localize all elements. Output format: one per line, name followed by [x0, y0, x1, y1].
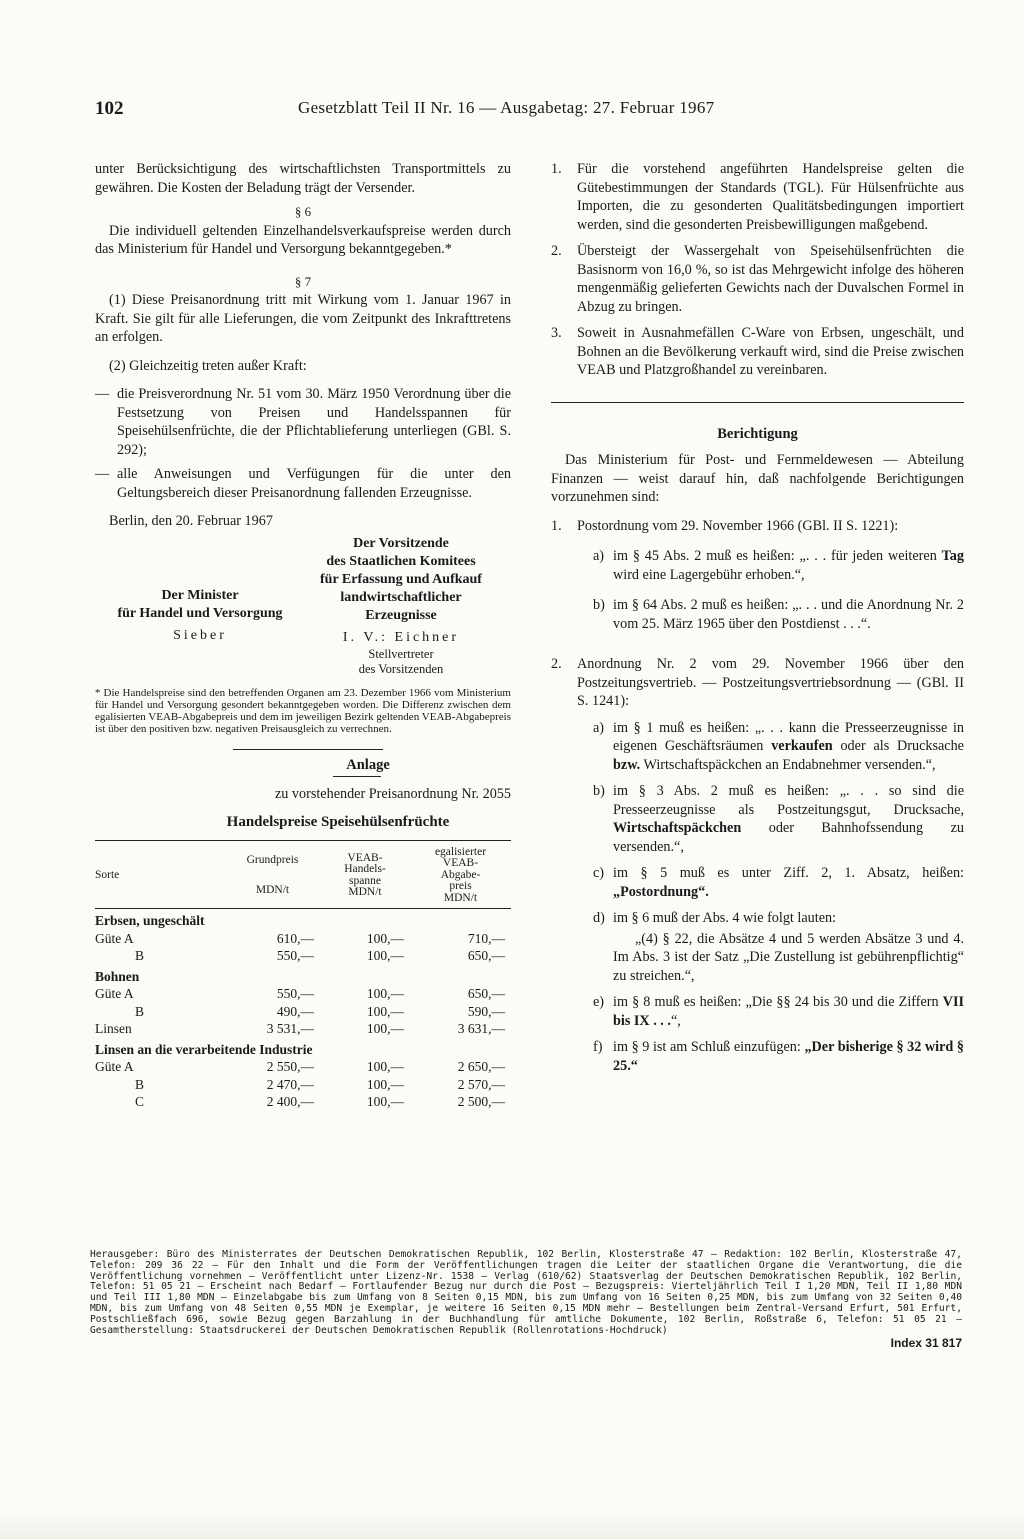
table-group-row — [95, 1038, 511, 1059]
col-handelsspanne — [320, 841, 410, 909]
correction-1b — [593, 596, 964, 633]
correction-1-text: Postordnung vom 29. November 1966 (GBl. II S. 1221): — [577, 517, 899, 534]
grundpreis-cell: 2 550,— — [266, 1059, 314, 1075]
spanne-cell: 100,— — [366, 1059, 404, 1075]
table-group-row — [95, 909, 511, 930]
correction-2f-text: im § 9 ist am Schluß einzufügen: — [613, 1039, 805, 1055]
table-row — [95, 1003, 511, 1021]
sorte-cell: B — [135, 948, 145, 964]
chairman-role-1: Stellvertreter — [368, 646, 434, 661]
correction-2a — [593, 719, 964, 775]
sorte-cell: Güte A — [95, 930, 134, 946]
correction-2e-bold: VII bis IX . . . — [613, 994, 964, 1029]
section-7-paragraph-1: (1) Diese Preisanordnung tritt mit Wirkung vom 1. Januar 1967 in Kraft. Sie gilt für alle Lieferungen, die vom Zeitpunkt des Inkrafttretens an erfolgen. — [95, 292, 511, 345]
chairman-title-2: des Staatlichen Komitees — [326, 553, 476, 569]
spanne-line-2: Handels- — [344, 863, 386, 876]
item-mark: a) — [593, 548, 605, 564]
correction-1b-text: im § 64 Abs. 2 muß es heißen: „. . . und die Anordnung Nr. 2 vom 25. März 1965 über den Postdienst . . .“. — [613, 597, 964, 632]
correction-2b-text: im § 3 Abs. 2 muß es heißen: „. . . so sind die Presseerzeugnisse als Postzeitungsgut, Drucksache, — [613, 783, 964, 818]
chairman-title-5: Erzeugnisse — [365, 607, 437, 623]
grundpreis-cell: 610,— — [276, 930, 314, 946]
grundpreis-label: Grundpreis — [246, 854, 299, 867]
correction-2a-bold-1: verkaufen — [771, 738, 833, 754]
spanne-cell: 100,— — [366, 930, 404, 946]
correction-2a-text-3: Wirtschaftspäckchen an Endabnehmer versenden.“, — [640, 756, 936, 773]
spanne-cell: 100,— — [366, 1094, 404, 1110]
item-mark: c) — [593, 865, 605, 881]
anlage-underline — [333, 776, 381, 777]
correction-2d-quote: „(4) § 22, die Absätze 4 und 5 werden Absätze 3 und 4. Im Abs. 3 ist der Satz „Die Zustellung ist gebührenpflichtig“ zu streichen.“, — [613, 930, 964, 984]
item-mark: b) — [593, 597, 605, 613]
correction-2d — [593, 909, 964, 985]
divider — [233, 749, 383, 750]
section-7-label: § 7 — [294, 273, 312, 289]
correction-1-number: 1. — [551, 517, 562, 534]
egalisiert-cell: 2 500,— — [457, 1094, 505, 1110]
signature-minister — [95, 587, 305, 645]
right-column — [551, 160, 964, 1075]
egalisiert-cell: 2 570,— — [457, 1076, 505, 1092]
col-grundpreis — [225, 841, 320, 909]
egal-line-3: Abgabe- — [440, 868, 481, 881]
header-title: Gesetzblatt Teil II Nr. 16 — Ausgabetag: 27. Februar 1967 — [298, 98, 715, 117]
grundpreis-cell: 2 400,— — [266, 1094, 314, 1110]
minister-title-2: für Handel und Versorgung — [117, 605, 283, 621]
egal-unit: MDN/t — [443, 891, 478, 904]
sorte-cell: Linsen — [95, 1021, 132, 1037]
section-divider — [551, 402, 964, 403]
correction-2c-text: im § 5 muß es unter Ziff. 2, 1. Absatz, heißen: — [613, 865, 964, 881]
note-text: Für die vorstehend angeführten Handelspreise gelten die Gütebestimmungen der Standards (TGL). Für Hülsenfrüchte aus Importen, die zu gesonderten Qualitätsbedingungen importiert werden, sind die gesonderten Preisbewilligungen maßgebend. — [577, 161, 964, 233]
correction-2b — [593, 782, 964, 856]
note-number: 1. — [551, 161, 562, 177]
note-number: 2. — [551, 243, 562, 259]
egalisiert-cell: 2 650,— — [457, 1059, 505, 1075]
note-text: Soweit in Ausnahmefällen C-Ware von Erbsen, ungeschält, und Bohnen an die Bevölkerung verkauft wird, sind die Preise zwischen VEAB und Platzgroßhandel zu vereinbaren. — [577, 325, 964, 378]
table-title: Handelspreise Speisehülsenfrüchte — [226, 814, 450, 831]
signature-block — [95, 535, 511, 677]
item-mark: a) — [593, 719, 605, 736]
egalisiert-cell: 650,— — [467, 948, 505, 964]
note-item — [551, 324, 964, 380]
correction-1a-text-end: wird eine Lagergebühr erhoben.“, — [613, 566, 805, 583]
note-item — [551, 160, 964, 234]
correction-2a-text-2: oder als Drucksache — [832, 738, 964, 754]
table-row — [95, 930, 511, 948]
egal-line-1: egalisierter — [434, 845, 487, 858]
minister-title-1: Der Minister — [161, 587, 239, 603]
grundpreis-cell: 3 531,— — [266, 1021, 314, 1037]
correction-2b-bold: Wirtschaftspäckchen — [613, 820, 742, 836]
correction-1a-bold: Tag — [941, 548, 964, 564]
price-table — [95, 841, 511, 1111]
item-mark: b) — [593, 783, 605, 799]
correction-2f — [593, 1038, 964, 1075]
notes-list — [551, 160, 964, 380]
minister-name: Sieber — [173, 627, 227, 643]
page-header — [95, 98, 975, 128]
imprint — [90, 1250, 962, 1349]
table-row — [95, 1058, 511, 1076]
correction-1 — [551, 517, 964, 536]
correction-2a-text: im § 1 muß es heißen: „. . . kann die Presseerzeugnisse in eigenen Geschäftsräumen — [613, 719, 964, 754]
table-row — [95, 1093, 511, 1111]
spanne-unit: MDN/t — [348, 886, 382, 899]
repeal-item-1-text: die Preisverordnung Nr. 51 vom 30. März 1950 Verordnung über die Festsetzung von Preisen und Handelsspannen für Speisehülsenfrüchte, die der Pflichtablieferung unterliegen (GBl. S. 292); — [117, 386, 511, 458]
correction-2e-text-2: “, — [670, 1012, 681, 1029]
correction-2c-bold: „Postordnung“. — [613, 883, 709, 900]
chairman-title-1: Der Vorsitzende — [353, 535, 449, 551]
note-number: 3. — [551, 325, 562, 341]
section-6-label: § 6 — [294, 204, 312, 219]
price-table-body — [95, 909, 511, 1111]
chairman-role-2: des Vorsitzenden — [358, 661, 444, 676]
chairman-title-3: für Erfassung und Aufkauf — [320, 571, 482, 587]
group-name: Linsen an die verarbeitende Industrie — [95, 1041, 313, 1057]
sorte-cell: B — [135, 1003, 145, 1019]
egal-line-2: VEAB- — [442, 857, 479, 870]
index-number: Index 31 817 — [890, 1336, 962, 1351]
chairman-title-4: landwirtschaftlicher — [340, 589, 462, 605]
berichtigung-title: Berichtigung — [717, 425, 798, 442]
grundpreis-cell: 550,— — [276, 948, 314, 964]
spanne-cell: 100,— — [366, 1076, 404, 1092]
sorte-cell: Güte A — [95, 986, 134, 1002]
item-mark: d) — [593, 910, 605, 926]
imprint-text: Herausgeber: Büro des Ministerrates der Deutschen Demokratischen Republik, 102 Berlin, Klosterstraße 47 — Redaktion: 102 Berlin, Klosterstraße 47, Telefon: 209 36 22 — Für den Inhalt und die Form der Veröffentlichungen tragen die Leiter der staatlichen Organe die Verantwortung, die die Veröffentlichung vornehmen — Veröffentlicht unter Lizenz-Nr. 1538 — Verlag (610/62) Staatsverlag der Deutschen Demokratischen Republik, 102 Berlin, Telefon: 51 05 21 — Erscheint nach Bedarf — Fortlaufender Bezug nur durch die Post — Bezugspreis: Vierteljährlich Teil I 1,20 MDN, Teil II 1,80 MDN und Teil III 1,80 MDN — Einzelabgabe bis zum Umfang von 8 Seiten 0,15 MDN, bis zum Umfang von 16 Seiten 0,25 MDN, bis zum Umfang von 32 Seiten 0,40 MDN, bis zum Umfang von 48 Seiten 0,55 MDN je Exemplar, je weitere 16 Seiten 0,15 MDN mehr — Bestellungen beim Zentral-Versand Erfurt, 501 Erfurt, Postschließfach 696, sowie Bezug gegen Barzahlung in der Buchhandlung für amtliche Dokumente, 102 Berlin, Roßstraße 6, Telefon: 51 05 21 — Gesamtherstellung: Staatsdruckerei der Deutschen Demokratischen Republik (Rollenrotations-Hochdruck) — [90, 1249, 962, 1336]
correction-2-number: 2. — [551, 656, 562, 672]
dash-mark: — — [95, 386, 110, 402]
group-name: Bohnen — [95, 968, 140, 984]
correction-2b-text-2: oder Bahnhofssendung zu versenden.“, — [613, 820, 964, 855]
signing-date: Berlin, den 20. Februar 1967 — [109, 513, 273, 529]
table-header-row — [95, 841, 511, 909]
signature-chairman — [290, 535, 512, 677]
page-bottom-edge — [0, 1510, 1024, 1539]
table-group-row — [95, 965, 511, 986]
egalisiert-cell: 710,— — [467, 930, 505, 946]
correction-1a — [593, 547, 964, 584]
anlage-title: Anlage — [346, 757, 390, 774]
footnote: * Die Handelspreise sind den betreffenden Organen am 23. Dezember 1966 vom Ministerium für Handel und Versorgung gesondert bekanntgegeben worden. Die Differenz zwischen dem egalisierten VEAB-Abgabepreis und dem im jeweiligen Bezirk geltenden VEAB-Abgabepreis ist über den positiven bzw. negativen Preisausgleich zu verrechnen. — [95, 686, 511, 736]
correction-2d-text: im § 6 muß der Abs. 4 wie folgt lauten: — [613, 910, 837, 926]
sorte-cell: C — [135, 1094, 145, 1110]
grundpreis-cell: 490,— — [276, 1003, 314, 1019]
spanne-cell: 100,— — [366, 948, 404, 964]
col-sorte: Sorte — [95, 868, 120, 881]
correction-1a-text: im § 45 Abs. 2 muß es heißen: „. . . für jeden weiteren — [613, 548, 942, 564]
egalisiert-cell: 3 631,— — [457, 1021, 505, 1037]
egal-line-4: preis — [449, 880, 472, 893]
correction-2-text: Anordnung Nr. 2 vom 29. November 1966 über den Postzeitungsvertrieb. — Postzeitungsvertriebsordnung — (GBl. II S. 1241): — [577, 656, 964, 709]
berichtigung-intro: Das Ministerium für Post- und Fernmeldewesen — Abteilung Finanzen — weist darauf hin, daß nachfolgende Berichtigungen vorzunehmen sind: — [551, 452, 964, 505]
note-item — [551, 242, 964, 316]
section-7-paragraph-2: (2) Gleichzeitig treten außer Kraft: — [109, 357, 307, 374]
sorte-cell: B — [135, 1076, 145, 1092]
table-row — [95, 947, 511, 965]
repeal-item-2-text: alle Anweisungen und Verfügungen für die unter den Geltungsbereich dieser Preisanordnung fallenden Erzeugnisse. — [117, 466, 511, 501]
item-mark: f) — [593, 1039, 603, 1055]
left-column — [95, 160, 511, 1111]
correction-2e — [593, 993, 964, 1030]
correction-2c — [593, 864, 964, 901]
grundpreis-cell: 550,— — [276, 986, 314, 1002]
table-row — [95, 1020, 511, 1038]
col-egalisiert — [410, 841, 511, 909]
grundpreis-unit: MDN/t — [255, 883, 290, 896]
section-6-text: Die individuell geltenden Einzelhandelsverkaufspreise werden durch das Ministerium für Handel und Versorgung bekanntgegeben.* — [95, 222, 511, 257]
correction-2e-text: im § 8 muß es heißen: „Die §§ 24 bis 30 und die Ziffern — [613, 994, 943, 1010]
repeal-item-1 — [95, 385, 511, 459]
item-mark: e) — [593, 994, 605, 1010]
egalisiert-cell: 650,— — [467, 986, 505, 1002]
correction-2 — [551, 655, 964, 711]
group-name: Erbsen, ungeschält — [95, 913, 205, 929]
sorte-cell: Güte A — [95, 1059, 134, 1075]
table-row — [95, 985, 511, 1003]
spanne-cell: 100,— — [366, 1021, 404, 1037]
dash-mark: — — [95, 466, 110, 482]
chairman-name: I. V.: Eichner — [342, 629, 460, 645]
anlage-subtitle: zu vorstehender Preisanordnung Nr. 2055 — [274, 785, 511, 802]
grundpreis-cell: 2 470,— — [266, 1076, 314, 1092]
note-text: Übersteigt der Wassergehalt von Speisehülsenfrüchten die Basisnorm von 16,0 %, so ist das Mehrgewicht infolge des höheren mengenmäßig gelieferten Gewichts nach der Duvalschen Formel in Abzug zu bringen. — [577, 243, 964, 315]
correction-2a-bold-2: bzw. — [613, 756, 641, 773]
intro-paragraph: unter Berücksichtigung des wirtschaftlichsten Transportmittels zu gewähren. Die Kosten der Beladung trägt der Versender. — [95, 161, 511, 196]
egalisiert-cell: 590,— — [467, 1003, 505, 1019]
spanne-line-1: VEAB- — [347, 851, 383, 864]
repeal-item-2 — [95, 465, 511, 502]
correction-2f-bold: „Der bisherige § 32 wird § 25.“ — [613, 1039, 964, 1074]
table-row — [95, 1076, 511, 1094]
spanne-line-3: spanne — [349, 874, 381, 887]
spanne-cell: 100,— — [366, 1003, 404, 1019]
spanne-cell: 100,— — [366, 986, 404, 1002]
page-number: 102 — [95, 98, 124, 119]
